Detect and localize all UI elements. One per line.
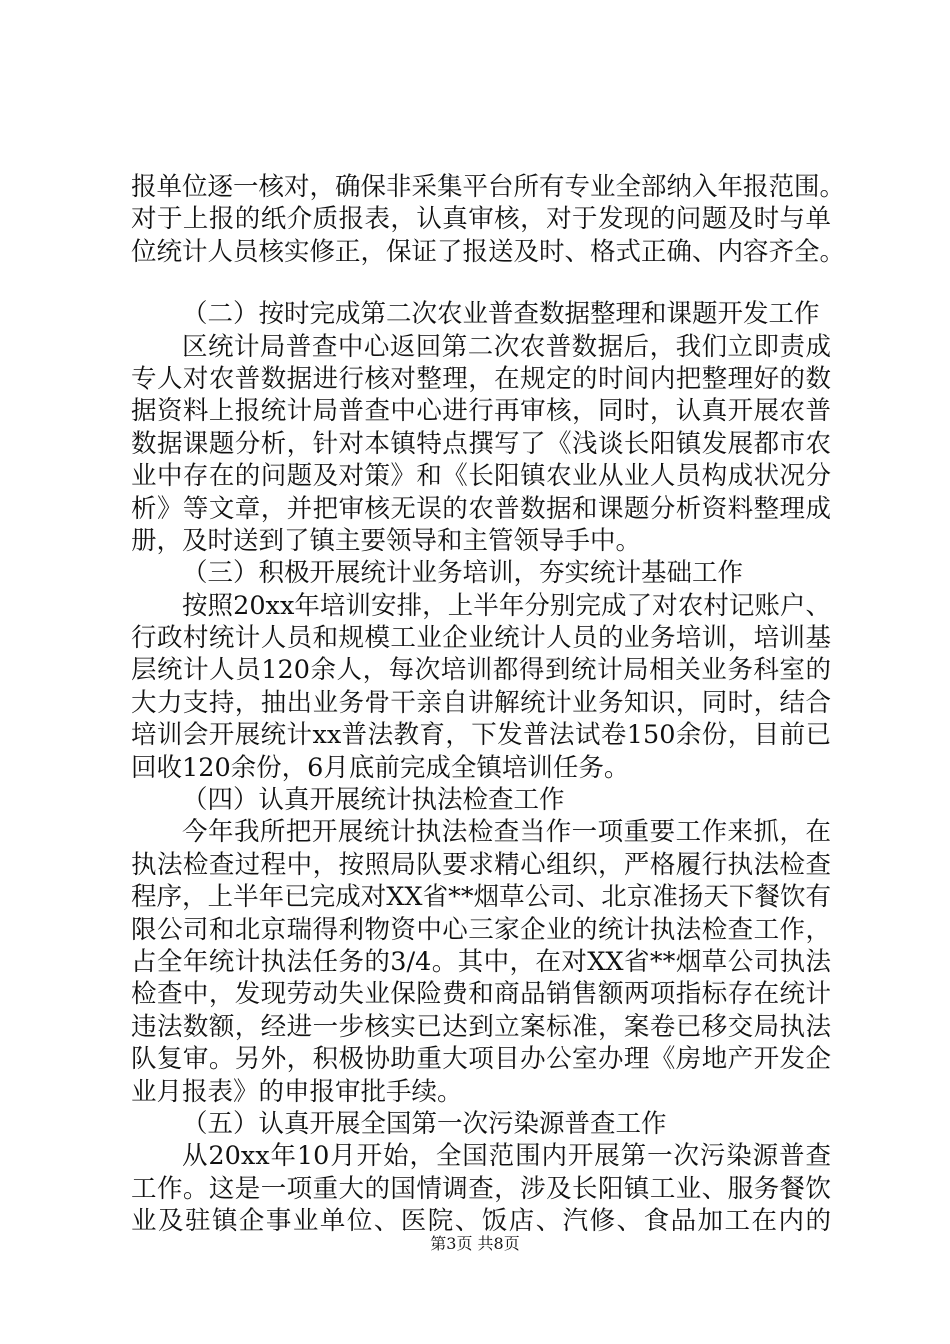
text-line: 回收120余份，6月底前完成全镇培训任务。 xyxy=(131,752,630,783)
text-line: 检查中，发现劳动失业保险费和商品销售额两项指标存在统计 xyxy=(131,979,831,1010)
section-heading: （二）按时完成第二次农业普查数据整理和课题开发工作 xyxy=(182,299,820,330)
text-line: 大力支持，抽出业务骨干亲自讲解统计业务知识，同时，结合 xyxy=(131,687,831,718)
text-line: 按照20xx年培训安排，上半年分别完成了对农村记账户、 xyxy=(182,590,831,621)
text-line: 报单位逐一核对，确保非采集平台所有专业全部纳入年报范围。 xyxy=(131,172,846,202)
text-line: 层统计人员120余人，每次培训都得到统计局相关业务科室的 xyxy=(131,655,831,686)
text-line: 据资料上报统计局普查中心进行再审核，同时，认真开展农普 xyxy=(131,396,831,427)
text-line: 队复审。另外，积极协助重大项目办公室办理《房地产开发企 xyxy=(131,1044,831,1075)
text-line: 业及驻镇企事业单位、医院、饭店、汽修、食品加工在内的 xyxy=(131,1206,831,1237)
text-line: 册，及时送到了镇主要领导和主管领导手中。 xyxy=(131,525,642,556)
section-heading: （三）积极开展统计业务培训，夯实统计基础工作 xyxy=(182,558,744,589)
text-line: 占全年统计执法任务的3/4。其中，在对XX省**烟草公司执法 xyxy=(131,946,831,977)
text-line: 违法数额，经进一步核实已达到立案标准，案卷已移交局执法 xyxy=(131,1011,831,1042)
section-heading: （四）认真开展统计执法检查工作 xyxy=(182,785,565,816)
text-line: 数据课题分析，针对本镇特点撰写了《浅谈长阳镇发展都市农 xyxy=(131,428,831,459)
page-footer: 第3页 共8页 xyxy=(430,1234,520,1253)
text-line: 对于上报的纸介质报表，认真审核，对于发现的问题及时与单 xyxy=(131,204,831,235)
text-line: 析》等文章，并把审核无误的农普数据和课题分析资料整理成 xyxy=(131,493,831,524)
text-line: 工作。这是一项重大的国情调查，涉及长阳镇工业、服务餐饮 xyxy=(131,1173,831,1204)
text-line: 限公司和北京瑞得利物资中心三家企业的统计执法检查工作， xyxy=(131,914,831,945)
text-line: 从20xx年10月开始，全国范围内开展第一次污染源普查 xyxy=(182,1141,831,1172)
text-line: 区统计局普查中心返回第二次农普数据后，我们立即责成 xyxy=(182,331,831,362)
text-line: 执法检查过程中，按照局队要求精心组织，严格履行执法检查 xyxy=(131,849,831,880)
text-line: 程序，上半年已完成对XX省**烟草公司、北京准扬天下餐饮有 xyxy=(131,882,831,913)
text-line: 位统计人员核实修正，保证了报送及时、格式正确、内容齐全。 xyxy=(131,236,846,267)
text-line: 行政村统计人员和规模工业企业统计人员的业务培训，培训基 xyxy=(131,623,831,654)
text-line: 培训会开展统计xx普法教育，下发普法试卷150余份，目前已 xyxy=(131,720,831,751)
text-line: 今年我所把开展统计执法检查当作一项重要工作来抓，在 xyxy=(182,817,831,848)
section-heading: （五）认真开展全国第一次污染源普查工作 xyxy=(182,1108,667,1139)
document-body xyxy=(131,171,846,1238)
text-line: 专人对农普数据进行核对整理，在规定的时间内把整理好的数 xyxy=(131,363,831,394)
paragraph-gap xyxy=(131,268,831,298)
text-line: 业中存在的问题及对策》和《长阳镇农业从业人员构成状况分 xyxy=(131,461,831,492)
text-line: 业月报表》的申报审批手续。 xyxy=(131,1076,463,1107)
